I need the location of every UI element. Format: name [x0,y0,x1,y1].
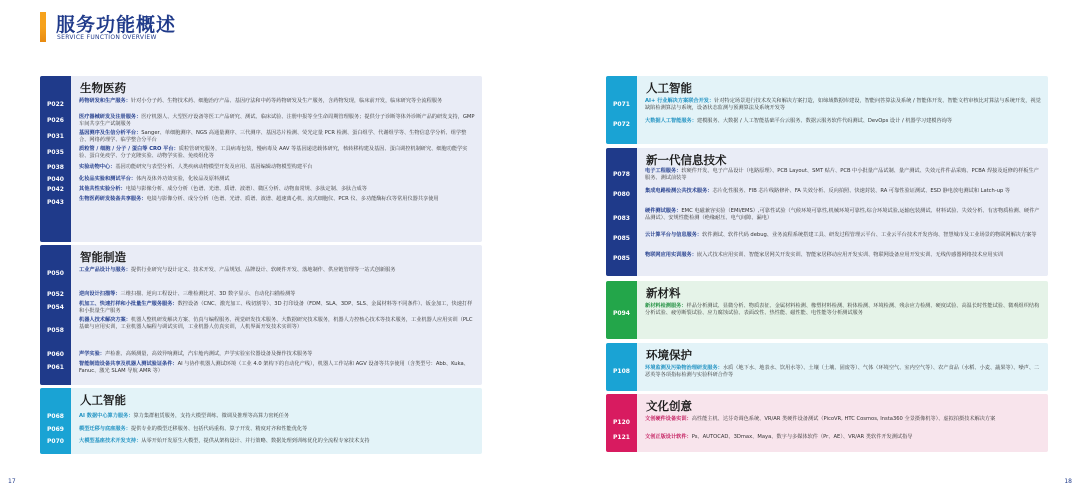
section-bio [40,76,482,242]
service-description: 三维扫描、逆向工程设计、三维检测比对、3D 数字显示、自动化扫描检测等 [120,291,296,297]
service-label: 云计算平台与信息服务： [645,232,703,238]
service-row [637,416,1048,423]
page-number-left: 17 [8,478,16,485]
service-description: Sanger、单细胞测序、NGS 高通量测序、三代测序、基因芯片检测、荧光定量 PCR 检测、蛋白组学、代谢组学等、生物信息学分析、组学整合、网络药理学、临学整合分平台 [79,130,467,143]
service-label: 大模型基座技术开发支持： [79,438,142,444]
service-code: P050 [47,270,64,278]
section-title: 文化创意 [646,399,692,413]
service-row [71,164,482,171]
service-label: 电子工程服务： [645,168,682,174]
service-code: P080 [613,191,630,199]
service-description: 医疗机器人、大型医疗设备等医工产品研究、测试、临床试验、注册申报等全生命周期管理服务；提供分子诊断等体外诊断产品的研发支持，GMP 车间共享生产试制服务 [79,114,475,127]
service-row [637,232,1048,239]
service-code: P031 [47,133,64,141]
service-row [71,426,482,433]
code-column [606,281,637,339]
service-code: P042 [47,186,64,193]
service-label: 实验动物中心： [79,164,116,170]
section-body [637,76,1048,144]
service-row [71,301,482,314]
service-label: 质粒管 / 细胞 / 分子 / 蛋白等 CRO 平台： [79,146,179,152]
service-row [71,196,482,203]
service-label: 智能制造设备共享及机器人测试验证条件： [79,361,178,367]
service-label: 硬件测试服务： [645,208,682,214]
service-label: 药物研发和生产服务： [79,98,131,104]
section-env [606,343,1048,391]
section-body [637,148,1048,276]
service-code: P061 [47,364,64,372]
section-title: 新材料 [646,286,681,300]
service-label: 工业产品设计与服务： [79,267,131,273]
service-label: 集成电路检测公共技术服务： [645,188,713,194]
service-row [637,365,1048,378]
service-code: P052 [47,291,64,298]
service-code: P035 [47,149,64,157]
service-description: 基因功能研究与表型分析、人类疾病动物模型开发及应用、基因编辑动物模型构建平台 [115,164,313,170]
section-body [71,76,482,242]
service-row [71,114,482,127]
service-description: 针对小分子药、生物技术药、细胞治疗产品、基因疗法和中药等药物研发及生产服务，含药物发现，临床前开发，临床研究等全流程服务 [130,98,443,104]
service-row [71,186,482,193]
service-row [637,303,1048,316]
service-code: P070 [47,438,64,445]
service-description: 数控设备（CNC、激光加工、线切割等）、3D 打印设备（FDM、SLA、3DP、SLS、金属材料等不同条件）、钣金加工，快速打样和小批量生产服务 [79,301,473,314]
service-row [637,168,1048,181]
section-ai-right [606,76,1048,144]
service-code: P040 [47,176,64,183]
service-description: 软件测试、软件代码 debug、业务流程系统搭建工具、研发过程管理云平台、工业云平台技术开发咨询、智慧城市及工业场景的物联网解决方案等 [702,232,1037,238]
code-column [606,76,637,144]
service-description: 体内及体外功效实验，化妆品及原料测试 [136,176,230,182]
service-row [637,208,1048,221]
service-row [637,98,1048,111]
service-code: P054 [47,304,64,312]
service-label: 大数据人工智能服务： [645,118,697,124]
section-title: 环境保护 [646,348,692,362]
service-label: 新材料检测服务： [645,303,687,309]
code-column [40,245,71,385]
section-mat [606,281,1048,339]
service-description: 高性能主机、达芬奇调色系统、VR/AR 类硬件设备测试（PicoVR, HTC Cosmos, Insta360 全景摄像机等）、虚拟拍摄技术解决方案 [691,416,996,422]
service-code: P072 [613,121,630,129]
service-row [637,118,1048,125]
service-label: 机器人技术解决方案： [79,317,131,323]
code-column [40,388,71,454]
service-label: 生物医药研发装备共享服务： [79,196,147,202]
service-description: 电镜与影像分析、成分分析（色谱、光谱、质谱、波谱）、微区分析、动物血常规、多肽定制、多肽合成等 [125,186,367,192]
service-description: 声检准、高频测量，高效异响测试，汽车舱内测试，声学实验室仪器设备及操作技术服务等 [104,351,313,357]
service-description: 机器人整机研发解决方案、仿真与编程服务、视觉研发技术服务、大数据研究技术服务，机器人力控核心技术等技术服务，工业机器人应用实训（PLC 基础与应用实训，工业机器人编程与调试实训，工业机器人仿真实训，人机界面开发技术实训等） [79,317,473,330]
service-code: P026 [47,117,64,125]
service-label: AI+ 行业解决方案联合开发： [645,98,715,104]
section-body [71,388,482,454]
service-description: 水质（地下水、地表水、饮用水等）、土壤（土壤、固废等）、气体（环境空气、室内空气等）、农产食品（水稻、小麦、蔬果等）、噪声、二恶英等各项指标检测与实验科研合作等 [645,365,1040,378]
service-row [71,146,482,159]
code-column [606,343,637,391]
service-code: P120 [613,419,630,427]
code-column [606,394,637,452]
service-row [71,130,482,143]
section-culture [606,394,1048,452]
service-code: P060 [47,351,64,358]
section-title: 生物医药 [80,81,126,95]
title-accent-bar [40,12,46,42]
service-description: 芯片化性服务、FIB 芯片线路修补、FA 失效分析、反向拍照、快速封装、RA 可靠性验证测试、ESD 静电放电测试和 Latch-up 等 [712,188,1011,194]
service-description: 嵌入式技术应用实训、智能家居网关开发实训、智能家居移动应用开发实训、物联网设备应用开发实训、无线传感器网络技术应用实训 [696,252,1003,258]
service-code: P108 [613,368,630,376]
section-title: 人工智能 [80,393,126,407]
page-number-right: 18 [1064,478,1072,485]
section-title: 人工智能 [646,81,692,95]
service-row [637,252,1048,259]
service-code: P121 [613,434,630,441]
service-description: 电镜与影像分析、成分分析（色谱、光谱、质谱、波谱、超速离心机、流式细胞仪、PCR 仪、多功能酶标仪等常用仪器共享使用 [146,196,439,202]
code-column [606,148,637,276]
service-label: 文创硬件设备实训： [645,416,692,422]
service-label: 模型迁移与底座服务： [79,426,131,432]
service-row [71,267,482,274]
service-code: P071 [613,101,630,109]
service-row [637,434,1048,441]
section-title: 智能制造 [80,250,126,264]
service-description: 针对特定场景进行技术攻关和解决方案打造，如缔域数据库建设，智能问答算法及系统 / 智能体开发、智能文档审核比对算法与系统开发，视觉缺陷检测算法与系统，设备状态监测与预测算法及系统开发等 [645,98,1041,111]
service-code: P043 [47,199,64,207]
service-row [71,351,482,358]
service-code: P085 [613,235,630,243]
service-description: 软硬件开发、电子产品设计（电路原理）、PCB Layout、SMT 贴片、PCB 中小批量产品试制、量产测试、失效元件件品采购、PCBA 焊接及返修的样板生产服务、测试前装等 [645,168,1039,181]
code-column [40,76,71,242]
service-description: 从零开始开发原生大模型，提供从架构设计、并行策略、数据处理到训练优化的全流程专家技术支持 [141,438,370,444]
service-row [71,438,482,445]
section-mfg [40,245,482,385]
section-ai-left [40,388,482,454]
service-row [71,317,482,330]
service-row [637,188,1048,195]
service-label: AI 数据中心算力服务： [79,413,134,419]
section-ict [606,148,1048,276]
service-row [71,176,482,183]
service-description: 样品分析测试、显微分析、物质表征、金属材料检测、橡塑材料检测、粉体检测、环境检测、残余应力检测、硬度试验、高温长时性能试验、微观组织结构分析试验、疲劳断裂试验、应力腐蚀试验、表面改性、热性能、磁性能、电性能等分析测试服务 [645,303,1040,316]
service-label: 医疗器械研发及注册服务： [79,114,142,120]
service-description: Ps、AUTOCAD、3Dmax、Maya、数字与多媒体软件（Pr、AE）、VR/AR 类软件开发测试指导 [691,434,913,440]
service-row [71,98,482,105]
service-label: 其他共性实验分析： [79,186,126,192]
section-title: 新一代信息技术 [646,153,727,167]
service-description: AI 与协作机器人测试环境（工业 4.0 架构下的自动化产线），机器人工作站和 AGV 设备等共享使用（含类型号：Abb、Kuka、Fanuc、激光 SLAM 导航 AMR 等） [79,361,469,374]
service-description: 提供行业研究与设计定义、技术开发、产品规划、品牌设计、软硬件开发、落地制作、供应链管理等一站式创新服务 [130,267,396,273]
service-label: 声学实验： [79,351,105,357]
section-body [637,394,1048,452]
service-code: P022 [47,101,64,109]
service-code: P068 [47,413,64,420]
service-label: 基因测序及生信分析平台： [79,130,142,136]
service-code: P085 [613,255,630,263]
service-description: EMC 电磁兼容实验（EMI/EMS）,可靠性试验（气候环境可靠性,机械环境可靠性,综合环境试验,运输包装测试、材料试验、失效分析、有害物质检测、硬件产品测试）、安规性能检测（绝缘耐压、电气间隙、漏电） [645,208,1040,221]
service-code: P058 [47,326,64,334]
service-row [71,361,482,374]
service-code: P078 [613,171,630,179]
page-subtitle: SERVICE FUNCTION OVERVIEW [57,34,157,41]
service-label: 文创正版设计软件： [645,434,692,440]
service-code: P083 [613,214,630,222]
service-label: 化妆品实验和测试平台： [79,176,137,182]
section-body [637,281,1048,339]
service-description: 提供专业的模型迁移服务、包括代码重构、算子开发、精度对齐和性能优化等 [130,426,308,432]
service-description: 质粒管研究服务，工具病毒包装，慢病毒及 AAV 等基因递送载体研究，核转移构建及基因、蛋白调控机制研究、细胞功能学实验、蛋白免疫学、分子克隆实验、动物学实验、免疫组化等 [79,146,468,159]
service-label: 环境监测及污染物治理研发服务： [645,365,723,371]
section-body [637,343,1048,391]
service-label: 逆向设计扫描等： [79,291,121,297]
service-description: 算力集群租赁服务，支持大模型训练、微调及推理等高算力密耗任务 [133,413,290,419]
section-body [71,245,482,385]
service-label: 物联网应用实训服务： [645,252,697,258]
service-code: P069 [47,426,64,433]
service-row [71,291,482,298]
page-title: 服务功能概述 [56,14,177,36]
service-row [71,413,482,420]
service-description: 建模服务、大数据 / 人工智能基础平台云服务、数据云服务软件代码测试、DevOps 设计 / 机器学习建模咨询等 [696,118,953,124]
service-label: 机加工、快速打样和小批量生产服务服务： [79,301,178,307]
service-code: P094 [613,309,630,317]
service-code: P038 [47,164,64,171]
